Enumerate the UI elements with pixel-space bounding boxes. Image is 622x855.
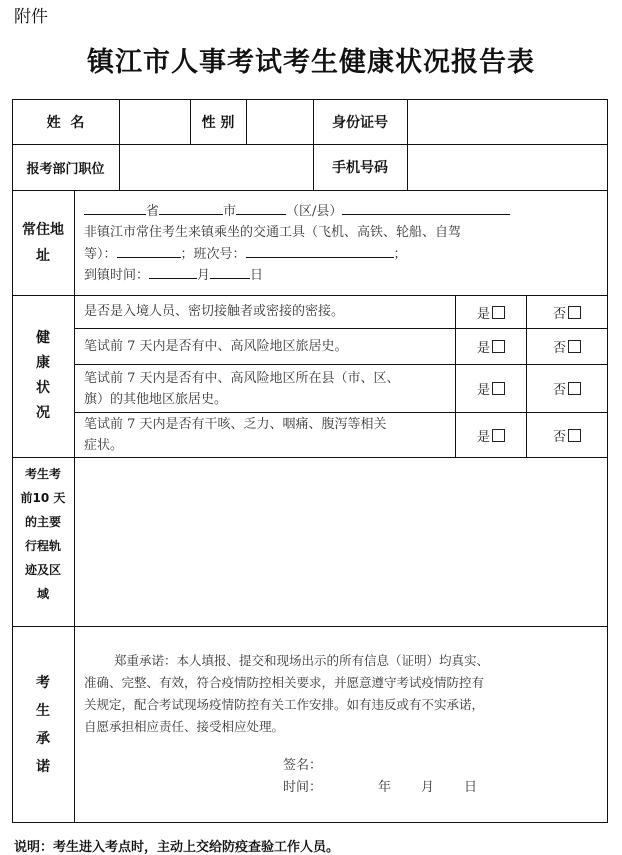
- residence-label: [12, 190, 74, 295]
- health-label-char: 状: [36, 380, 50, 396]
- itinerary-label-line: 考生考: [24, 467, 61, 481]
- checkbox-icon[interactable]: [492, 340, 505, 353]
- no-label: 否: [552, 306, 566, 322]
- health-question-1: 是否是入境人员、密切接触者或密接的密接。: [84, 304, 345, 319]
- footer-note: 说明：考生进入考点时，主动上交给防疫查验工作人员。: [14, 840, 340, 855]
- arrival-day-blank[interactable]: [210, 264, 250, 279]
- arrival-time-label: 到镇时间：: [84, 268, 150, 283]
- arrival-month-suffix: 月: [197, 268, 211, 283]
- no-label: 否: [552, 383, 566, 398]
- attachment-label: 附件: [14, 7, 48, 27]
- checkbox-icon[interactable]: [568, 429, 581, 442]
- pledge-label-char: 诺: [36, 758, 50, 775]
- health-label-char: 康: [36, 355, 50, 371]
- name-field[interactable]: [120, 100, 189, 143]
- pledge-label: [12, 626, 74, 823]
- transport-fill-line: [84, 243, 604, 265]
- pledge-line: 准确、完整、有效，符合疫情防控相关要求，并愿意遵守考试疫情防控有: [84, 675, 485, 690]
- residence-label-line2: 址: [36, 247, 50, 264]
- pledge-label-char: 考: [36, 674, 50, 691]
- yes-label: 是: [476, 383, 490, 398]
- arrival-time-line: [84, 264, 604, 286]
- row-divider: [12, 190, 608, 191]
- form-title: 镇江市人事考试考生健康状况报告表: [87, 47, 535, 78]
- checkbox-icon[interactable]: [492, 382, 505, 395]
- checkbox-icon[interactable]: [568, 306, 581, 319]
- province-blank[interactable]: [84, 200, 146, 215]
- itinerary-label-line: 前10 天: [20, 491, 66, 505]
- question-4-line2: 症状。: [84, 438, 124, 453]
- pledge-text: [84, 650, 604, 738]
- transport-prefix: 等）：: [84, 247, 117, 262]
- province-suffix: 省: [146, 204, 160, 219]
- pledge-line: 关规定，配合考试现场疫情防控有关工作安排。如有违反或有不实承诺，: [84, 697, 485, 712]
- q2-yes-option[interactable]: [456, 329, 526, 364]
- health-status-label: [12, 295, 74, 457]
- day-label: 日: [464, 780, 478, 795]
- id-number-field[interactable]: [408, 100, 606, 143]
- pledge-line: 郑重承诺：本人填报、提交和现场出示的所有信息（证明）均真实、: [114, 653, 490, 668]
- checkbox-icon[interactable]: [492, 306, 505, 319]
- arrival-month-blank[interactable]: [149, 264, 197, 279]
- question-3-line2: 旗）的其他地区旅居史。: [84, 392, 228, 407]
- itinerary-label-line: 迹及区: [24, 563, 61, 577]
- transport-mode-blank[interactable]: [117, 243, 181, 258]
- question-4-line1: 笔试前 7 天内是否有干咳、乏力、咽痛、腹泻等相关: [84, 417, 387, 432]
- yes-label: 是: [476, 306, 490, 322]
- health-question-4: [84, 414, 452, 456]
- name-label: 姓 名: [46, 114, 85, 131]
- no-label: 否: [552, 341, 566, 356]
- phone-label: 手机号码: [332, 160, 388, 176]
- question-3-line1: 笔试前 7 天内是否有中、高风险地区所在县（市、区、: [84, 371, 400, 386]
- health-question-3: [84, 368, 452, 410]
- department-position-label: 报考部门职位: [26, 161, 105, 177]
- gender-field[interactable]: [247, 100, 312, 143]
- pledge-label-char: 生: [36, 702, 50, 719]
- q1-yes-option[interactable]: [456, 296, 526, 328]
- city-blank[interactable]: [159, 200, 223, 215]
- q3-yes-option[interactable]: [456, 365, 526, 412]
- city-suffix: 市: [223, 204, 237, 219]
- checkbox-icon[interactable]: [492, 429, 505, 442]
- yes-label: 是: [476, 341, 490, 356]
- pledge-label-char: 承: [36, 730, 50, 747]
- itinerary-label: [12, 462, 74, 606]
- residence-address-line: [84, 200, 604, 222]
- address-detail-blank[interactable]: [342, 200, 510, 215]
- signature-line: [283, 755, 322, 776]
- checkbox-icon[interactable]: [568, 382, 581, 395]
- pledge-line: 自愿承担相应责任、接受相应处理。: [84, 719, 285, 734]
- district-blank[interactable]: [236, 200, 286, 215]
- signature-label: 签名：: [283, 758, 323, 773]
- q4-yes-option[interactable]: [456, 413, 526, 457]
- itinerary-label-line: 的主要: [24, 515, 61, 529]
- q4-no-option[interactable]: [527, 413, 607, 457]
- health-question-2: 笔试前 7 天内是否有中、高风险地区旅居史。: [84, 339, 348, 354]
- yes-label: 是: [476, 429, 490, 445]
- flight-number-blank[interactable]: [246, 243, 394, 258]
- q2-no-option[interactable]: [527, 329, 607, 364]
- phone-field[interactable]: [408, 145, 606, 189]
- time-label: 时间：: [283, 780, 323, 795]
- checkbox-icon[interactable]: [568, 340, 581, 353]
- arrival-day-suffix: 日: [250, 268, 264, 283]
- transport-line: 非镇江市常住考生来镇乘坐的交通工具（飞机、高铁、轮船、自驾: [84, 225, 462, 240]
- gender-label: 性 别: [201, 114, 235, 131]
- itinerary-label-line: 域: [36, 587, 49, 601]
- year-label: 年: [378, 780, 392, 795]
- date-line: [283, 777, 583, 798]
- flight-number-label: ；班次号：: [180, 247, 246, 262]
- q3-no-option[interactable]: [527, 365, 607, 412]
- itinerary-label-line: 行程轨: [24, 539, 61, 553]
- health-label-char: 况: [36, 405, 50, 421]
- department-position-field[interactable]: [120, 145, 312, 189]
- row-divider: [12, 626, 608, 627]
- id-number-label: 身份证号: [332, 114, 388, 131]
- q1-no-option[interactable]: [527, 296, 607, 328]
- signature-field[interactable]: [330, 752, 530, 774]
- residence-label-line1: 常住地: [22, 221, 64, 238]
- health-label-char: 健: [36, 330, 50, 346]
- district-suffix: （区/县）: [286, 204, 343, 219]
- itinerary-field[interactable]: [75, 458, 607, 625]
- no-label: 否: [552, 429, 566, 445]
- semicolon: ；: [393, 247, 407, 262]
- month-label: 月: [421, 780, 435, 795]
